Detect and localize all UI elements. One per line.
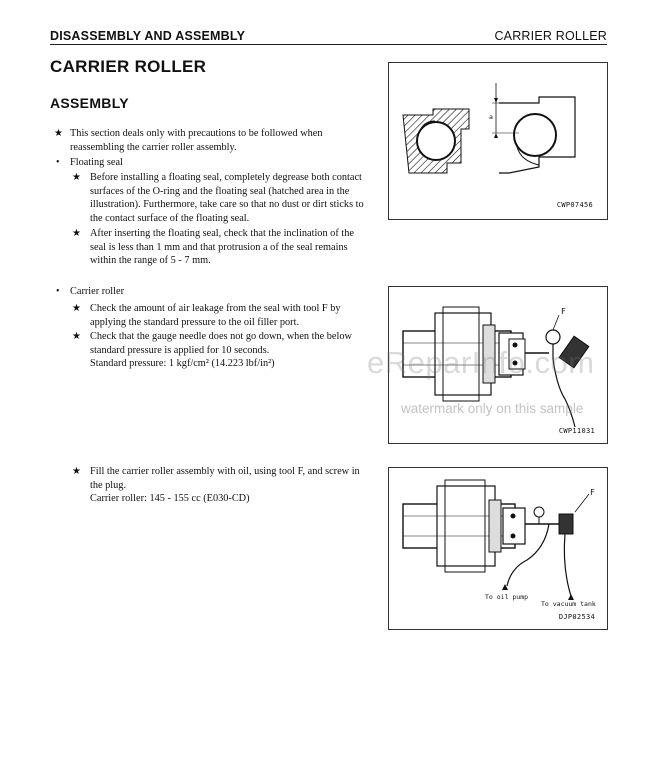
section-subtitle: ASSEMBLY [50,95,129,111]
carrier-roller-title: Carrier roller [70,286,125,297]
page-title: CARRIER ROLLER [50,57,207,76]
header-divider [50,44,607,45]
carrier-roller-item-3 [90,465,360,506]
intro-line-1: This section deals only with precautions to be followed when [70,128,323,139]
oil-amount-line: Carrier roller: 145 - 155 cc (E030-CD) [90,493,250,505]
standard-pressure-line: Standard pressure: 1 kgf/cm² (14.223 lbf/in²) [90,358,275,370]
star-bullet-icon: ★ [54,128,63,139]
text-line: Check the amount of air leakage from the seal with tool F by [90,303,341,314]
text-line: After inserting the floating seal, check that the inclination of the [90,228,354,239]
text-line: surfaces of the O-ring and the floating seal (hatched area in the [90,185,350,197]
floating-seal-item-1 [90,171,364,225]
star-bullet-icon: ★ [72,303,81,314]
text-line: illustration). Furthermore, take care so that no dust or dirt sticks to [90,199,364,211]
intro-line-2: reassembling the carrier roller assembly. [70,141,237,153]
dot-bullet-icon: • [56,286,60,297]
text-line: the contact surface of the floating seal. [90,212,250,224]
star-bullet-icon: ★ [72,331,81,342]
text-line: the plug. [90,479,127,491]
floating-seal-figure [388,62,608,220]
figure-code: CWP11031 [558,427,595,435]
to-vacuum-tank-label: To vacuum tank [541,600,596,608]
oil-fill-figure [388,467,608,630]
carrier-roller-item-1 [90,302,341,329]
dimension-a-label: a [489,113,493,121]
watermark-note: watermark only on this sample [401,401,584,416]
floating-seal-title: Floating seal [70,157,123,168]
text-line: Check that the gauge needle does not go down, when the below [90,331,352,342]
text-line: within the range of 5 - 7 mm. [90,255,211,267]
intro-text [70,127,323,154]
text-line: applying the standard pressure to the oil filler port. [90,316,300,328]
floating-seal-item-2 [90,227,354,268]
tool-f-label: F [561,307,566,316]
star-bullet-icon: ★ [72,466,81,477]
dot-bullet-icon: • [56,157,60,168]
to-oil-pump-label: To oil pump [485,593,529,601]
star-bullet-icon: ★ [72,228,81,239]
floating-seal-drawing [389,63,607,219]
header-topic-title: CARRIER ROLLER [494,29,607,43]
carrier-roller-item-2 [90,330,352,371]
figure-code: CWP07456 [556,201,593,209]
star-bullet-icon: ★ [72,172,81,183]
watermark-brand: eReparInfo.com [367,345,595,380]
tool-f-label: F [590,488,595,497]
header-section-title: DISASSEMBLY AND ASSEMBLY [50,29,246,43]
text-line: Before installing a floating seal, completely degrease both contact [90,172,362,183]
text-line: standard pressure is applied for 10 seconds. [90,344,270,356]
text-line: Fill the carrier roller assembly with oil, using tool F, and screw in [90,466,360,477]
figure-code: DJP02534 [558,613,595,621]
text-line: seal is less than 1 mm and that protrusion a of the seal remains [90,241,348,253]
